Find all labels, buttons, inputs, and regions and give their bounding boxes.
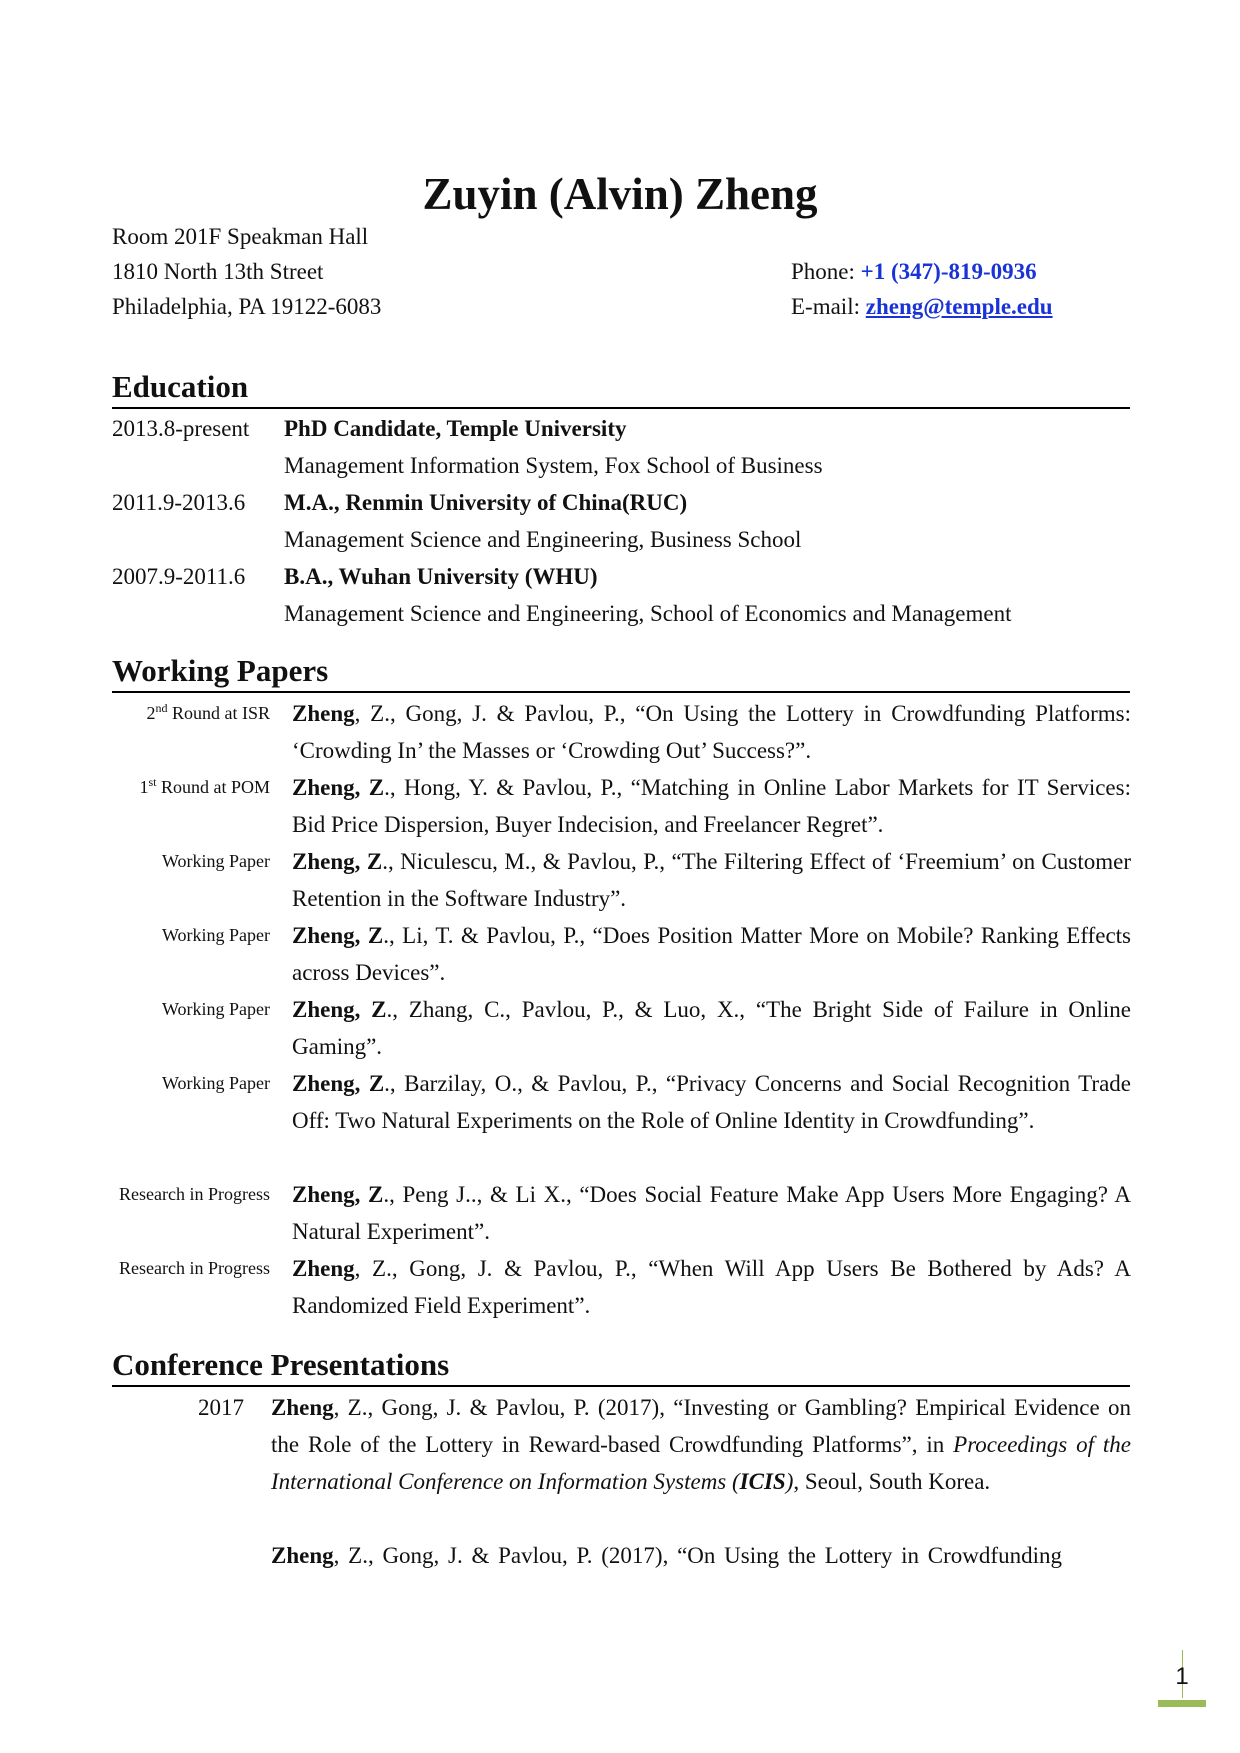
conference-entry: Zheng, Z., Gong, J. & Pavlou, P. (2017), “Investing or Gambling? Empirical Evidence on the Role of the Lottery in Reward-based Crowdfunding Platforms”, in Proceedings of the International Conference on Information Systems (ICIS), Seoul, South Korea. (271, 1395, 1131, 1494)
paper-entry: Zheng, Z., Barzilay, O., & Pavlou, P., “Privacy Concerns and Social Recognition Trade Off: Two Natural Experiments on the Role of Online Identity in Crowdfunding”. (292, 1071, 1131, 1133)
page-number-accent (1158, 1700, 1206, 1707)
paper-status: Working Paper (161, 851, 270, 871)
email-label: E-mail: (791, 294, 866, 319)
paper-status: 1st Round at POM (139, 775, 270, 797)
paper-status: Working Paper (161, 925, 270, 945)
paper-entry: Zheng, Z., Zhang, C., Pavlou, P., & Luo, X., “The Bright Side of Failure in Online Gaming”. (292, 997, 1131, 1059)
address-line-1: Room 201F Speakman Hall (112, 224, 369, 249)
edu-dates: 2007.9-2011.6 (112, 564, 246, 589)
edu-degree: B.A., Wuhan University (WHU) (284, 564, 598, 589)
edu-dates: 2013.8-present (112, 416, 250, 441)
paper-entry: Zheng, Z., Gong, J. & Pavlou, P., “When Will App Users Be Bothered by Ads? A Randomized Field Experiment”. (292, 1256, 1131, 1318)
page-title: Zuyin (Alvin) Zheng (422, 169, 818, 219)
section-working-papers (112, 651, 1130, 693)
conference-year: 2017 (198, 1395, 244, 1420)
section-conferences (112, 1345, 1130, 1387)
email-line (791, 289, 1053, 325)
phone-number[interactable]: +1 (347)-819-0936 (860, 259, 1037, 284)
edu-degree: PhD Candidate, Temple University (284, 416, 627, 441)
email-link[interactable]: zheng@temple.edu (865, 294, 1053, 319)
paper-entry: Zheng, Z., Niculescu, M., & Pavlou, P., “The Filtering Effect of ‘Freemium’ on Customer Retention in the Software Industry”. (292, 849, 1131, 911)
section-title-working-papers: Working Papers (112, 653, 329, 688)
section-title-education: Education (112, 369, 249, 404)
paper-status: 2nd Round at ISR (146, 701, 270, 723)
phone-line (791, 254, 1037, 290)
paper-status: Working Paper (161, 1073, 270, 1093)
paper-entry: Zheng, Z., Hong, Y. & Pavlou, P., “Matching in Online Labor Markets for IT Services: Bid Price Dispersion, Buyer Indecision, and Freelancer Regret”. (292, 775, 1131, 837)
section-education (112, 367, 1130, 409)
section-title-conferences: Conference Presentations (112, 1347, 450, 1382)
edu-field: Management Science and Engineering, School of Economics and Management (284, 601, 1012, 626)
conference-entry: Zheng, Z., Gong, J. & Pavlou, P. (2017), “On Using the Lottery in Crowdfunding (271, 1543, 1062, 1568)
edu-dates: 2011.9-2013.6 (112, 490, 246, 515)
paper-status: Research in Progress (119, 1258, 270, 1278)
address-line-3: Philadelphia, PA 19122-6083 (112, 294, 382, 319)
phone-label: Phone: (791, 259, 861, 284)
edu-degree: M.A., Renmin University of China(RUC) (284, 490, 688, 515)
page-number: 1 (1175, 1663, 1189, 1690)
paper-status: Research in Progress (119, 1184, 270, 1204)
paper-entry: Zheng, Z., Li, T. & Pavlou, P., “Does Position Matter More on Mobile? Ranking Effects across Devices”. (292, 923, 1132, 985)
paper-entry: Zheng, Z., Peng J.., & Li X., “Does Social Feature Make App Users More Engaging? A Natural Experiment”. (292, 1182, 1131, 1244)
address-line-2: 1810 North 13th Street (112, 259, 324, 284)
edu-field: Management Information System, Fox School of Business (284, 453, 823, 478)
paper-status: Working Paper (161, 999, 270, 1019)
edu-field: Management Science and Engineering, Business School (284, 527, 802, 552)
paper-entry: Zheng, Z., Gong, J. & Pavlou, P., “On Using the Lottery in Crowdfunding Platforms: ‘Crowding In’ the Masses or ‘Crowding Out’ Success?”. (292, 701, 1131, 763)
